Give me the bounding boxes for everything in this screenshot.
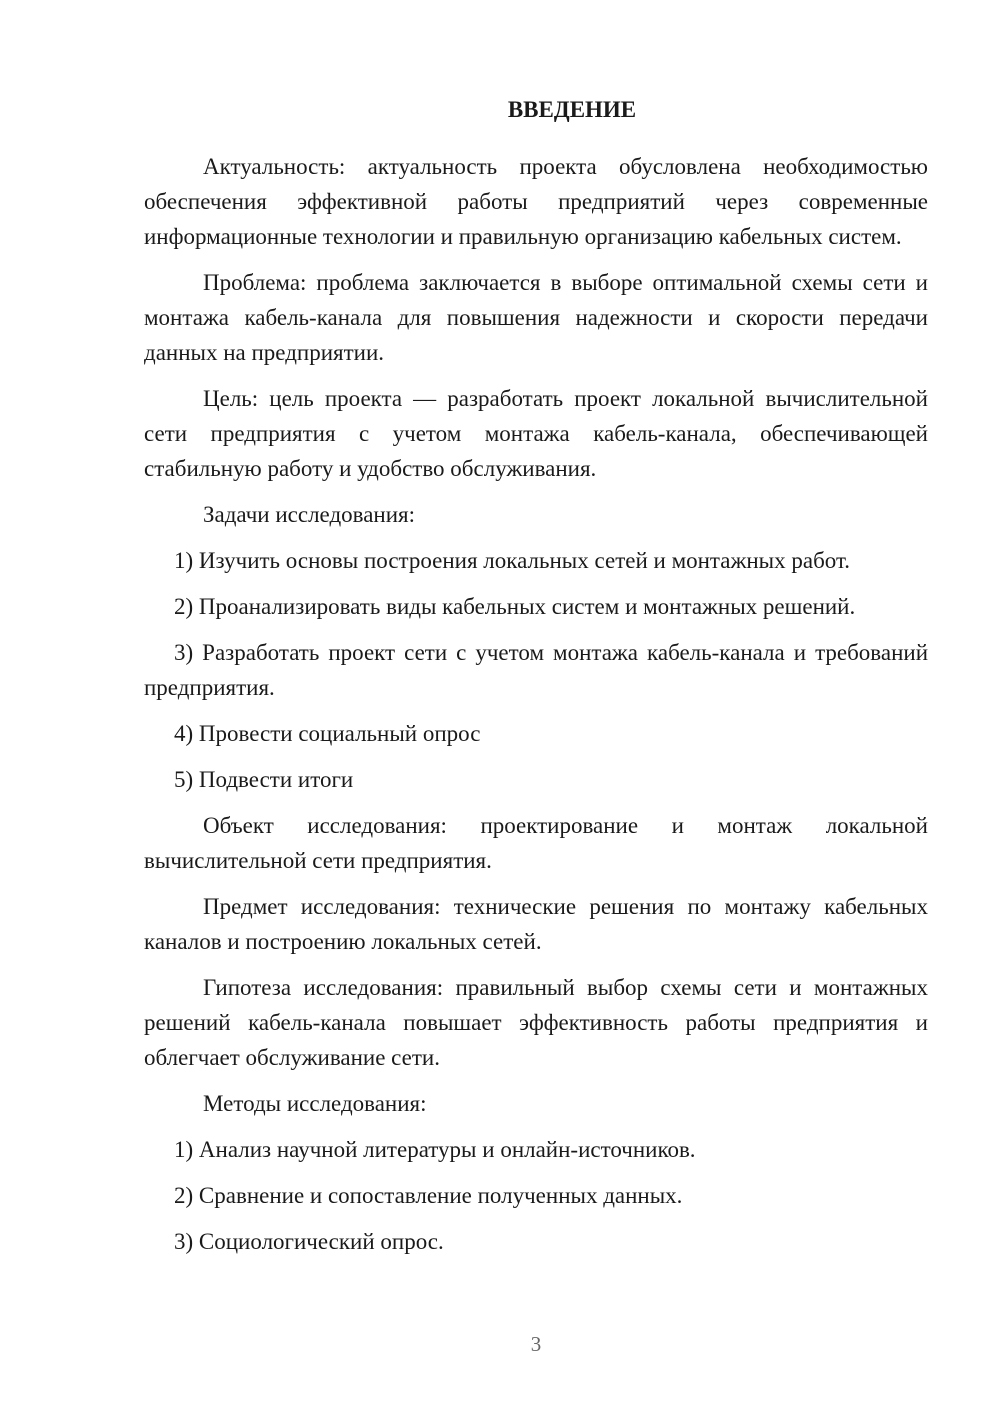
page-number: 3 [530,1332,542,1356]
problem-paragraph: Проблема: проблема заключается в выборе оптимальной схемы сети и монтажа кабель-канала для повышения надежности и скорости передачи данных на предприятии. [144,270,928,365]
task-item: 3) Разработать проект сети с учетом монтажа кабель-канала и требований предприятия. [144,640,928,700]
method-item: 2) Сравнение и сопоставление полученных данных. [174,1183,683,1208]
goal-paragraph: Цель: цель проекта — разработать проект локальной вычислительной сети предприятия с учетом монтажа кабель-канала, обеспечивающей стабильную работу и удобство обслуживания. [144,386,928,481]
task-item: 4) Провести социальный опрос [174,721,481,746]
task-item: 1) Изучить основы построения локальных сетей и монтажных работ. [174,548,851,573]
task-item: 2) Проанализировать виды кабельных систем и монтажных решений. [174,594,856,619]
object-paragraph: Объект исследования: проектирование и монтаж локальной вычислительной сети предприятия. [144,813,928,873]
subject-paragraph: Предмет исследования: технические решения по монтажу кабельных каналов и построению локальных сетей. [144,894,928,954]
hypothesis-paragraph: Гипотеза исследования: правильный выбор схемы сети и монтажных решений кабель-канала повышает эффективность работы предприятия и облегчает обслуживание сети. [144,975,928,1070]
page-title: ВВЕДЕНИЕ [507,97,637,122]
method-item: 3) Социологический опрос. [174,1229,444,1254]
relevance-paragraph: Актуальность: актуальность проекта обусловлена необходимостью обеспечения эффективной работы предприятий через современные информационные технологии и правильную организацию кабельных систем. [144,154,928,249]
method-item: 1) Анализ научной литературы и онлайн-источников. [174,1137,696,1162]
methods-heading: Методы исследования: [203,1091,427,1116]
task-item: 5) Подвести итоги [174,767,354,792]
tasks-heading: Задачи исследования: [203,502,416,527]
document-page [144,92,928,1270]
